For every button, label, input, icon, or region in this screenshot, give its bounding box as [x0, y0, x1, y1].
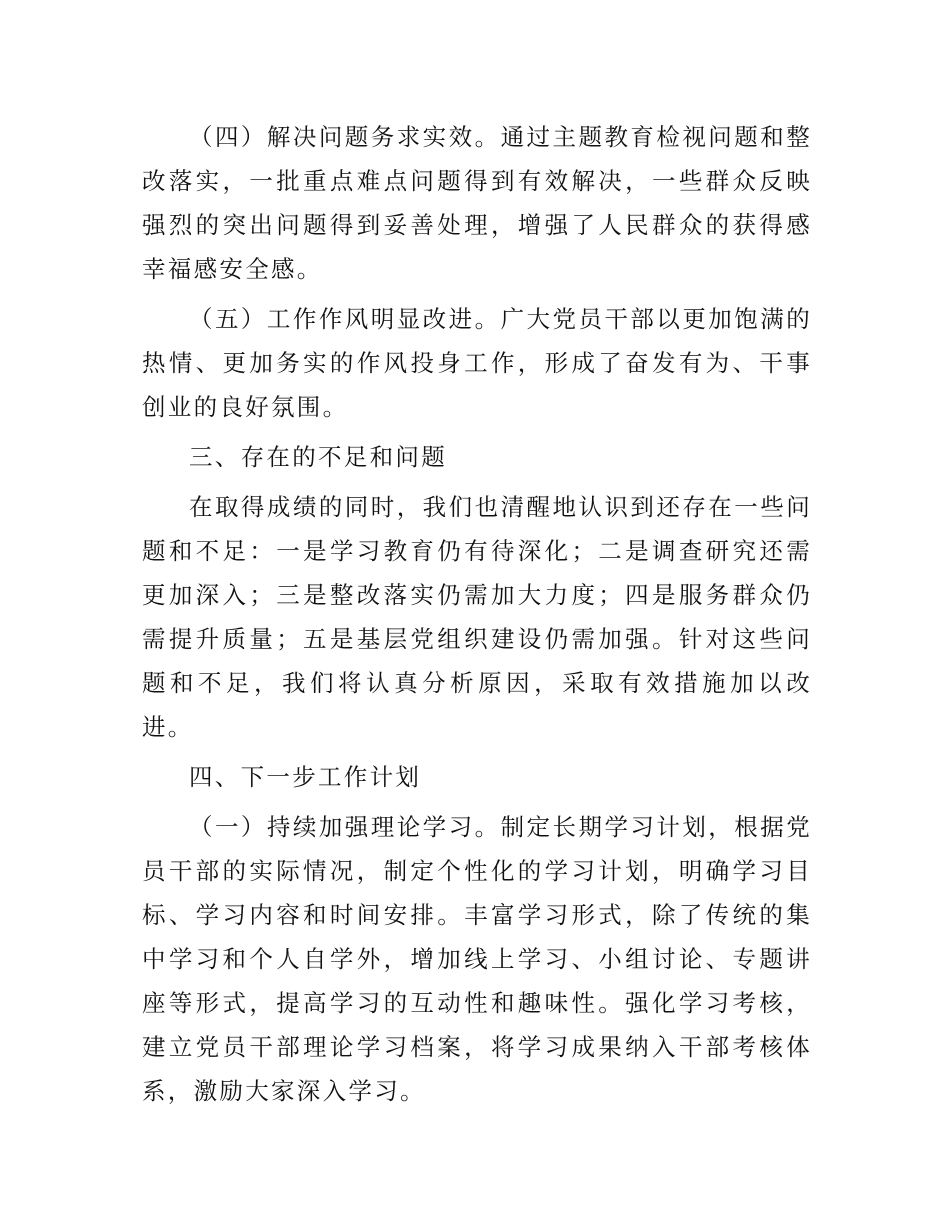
paragraph-work-style: （五）工作作风明显改进。广大党员干部以更加饱满的热情、更加务实的作风投身工作，形成了奋发有为、干事创业的良好氛围。	[142, 305, 812, 421]
section-heading-shortcomings: 三、存在的不足和问题	[189, 443, 447, 471]
paragraph-theory-study: （一）持续加强理论学习。制定长期学习计划，根据党员干部的实际情况，制定个性化的学习计划，明确学习目标、学习内容和时间安排。丰富学习形式，除了传统的集中学习和个人自学外，增加线上学习、小组讨论、专题讲座等形式，提高学习的互动性和趣味性。强化学习考核，建立党员干部理论学习档案，将学习成果纳入干部考核体系，激励大家深入学习。	[142, 813, 812, 1105]
section-heading-next-steps: 四、下一步工作计划	[189, 763, 422, 791]
paragraph-shortcomings: 在取得成绩的同时，我们也清醒地认识到还存在一些问题和不足：一是学习教育仍有待深化；二是调查研究还需更加深入；三是整改落实仍需加大力度；四是服务群众仍需提升质量；五是基层党组织建设仍需加强。针对这些问题和不足，我们将认真分析原因，采取有效措施加以改进。	[142, 493, 812, 741]
paragraph-problem-solving: （四）解决问题务求实效。通过主题教育检视问题和整改落实，一批重点难点问题得到有效解决，一些群众反映强烈的突出问题得到妥善处理，增强了人民群众的获得感幸福感安全感。	[142, 123, 812, 283]
document-body	[142, 115, 812, 1119]
